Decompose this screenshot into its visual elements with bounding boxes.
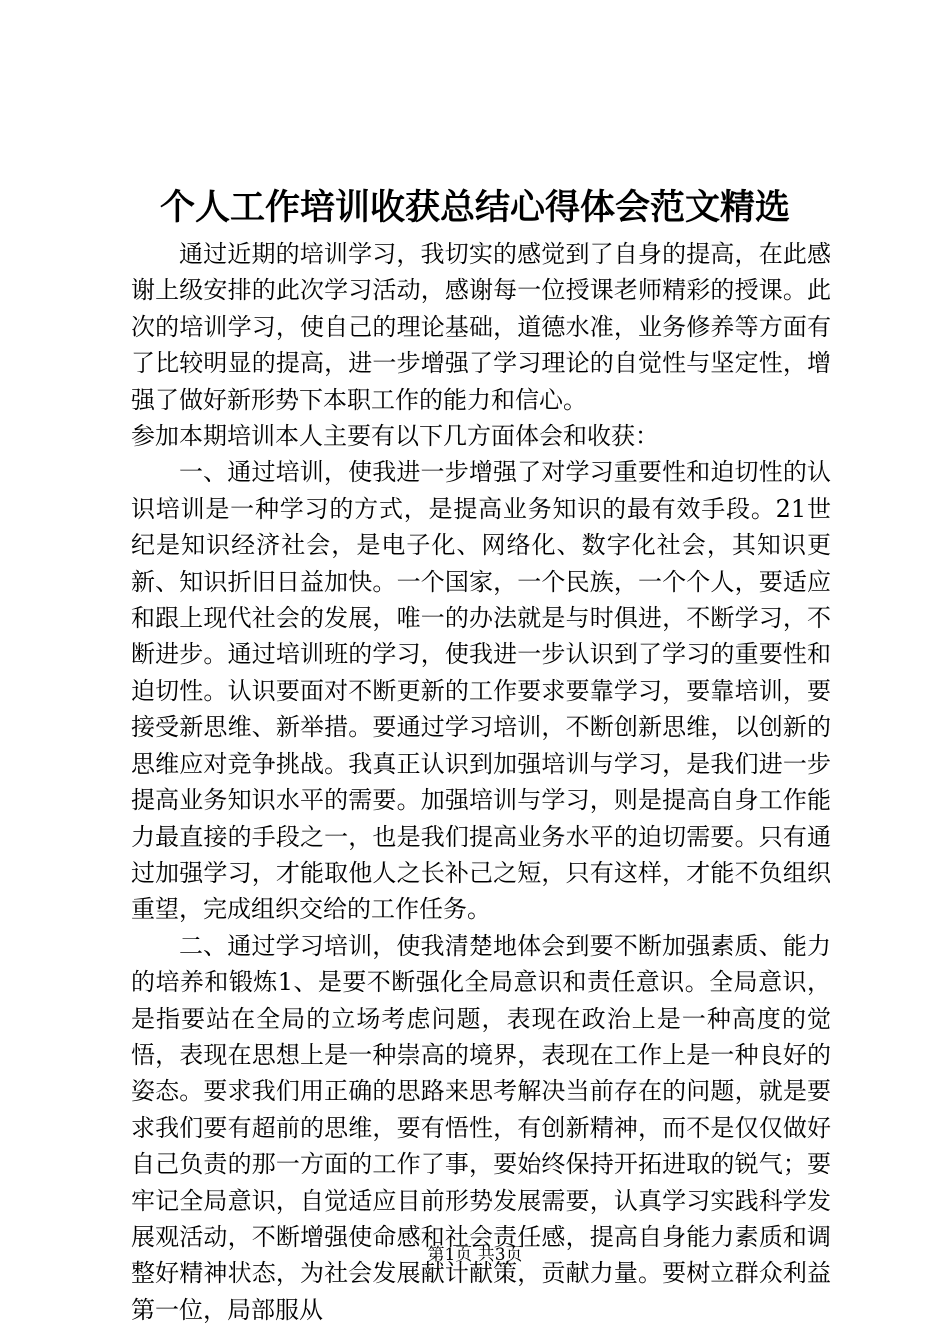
paragraph-section-one: 一、通过培训，使我进一步增强了对学习重要性和迫切性的认识培训是一种学习的方式，是提高业务知识的最有效手段。21世纪是知识经济社会，是电子化、网络化、数字化社会，其知识更新、知识折旧日益加快。一个国家，一个民族，一个个人，要适应和跟上现代社会的发展，唯一的办法就是与时俱进，不断学习，不断进步。通过培训班的学习，使我进一步认识到了学习的重要性和迫切性。认识要面对不断更新的工作要求要靠学习，要靠培训，要接受新思维、新举措。要通过学习培训，不断创新思维，以创新的思维应对竞争挑战。我真正认识到加强培训与学习，是我们进一步提高业务知识水平的需要。加强培训与学习，则是提高自身工作能力最直接的手段之一，也是我们提高业务水平的迫切需要。只有通过加强学习，才能取他人之长补己之短，只有这样，才能不负组织重望，完成组织交给的工作任务。 bbox=[131, 458, 831, 924]
document-title: 个人工作培训收获总结心得体会范文精选 bbox=[159, 187, 790, 228]
paragraph-summary-lead: 参加本期培训本人主要有以下几方面体会和收获： bbox=[131, 422, 659, 451]
paragraph-section-two: 二、通过学习培训，使我清楚地体会到要不断加强素质、能力的培养和锻炼1、是要不断强化全局意识和责任意识。全局意识，是指要站在全局的立场考虑问题，表现在政治上是一种高度的觉悟，表现在思想上是一种崇高的境界，表现在工作上是一种良好的姿态。要求我们用正确的思路来思考解决当前存在的问题，就是要求我们要有超前的思维，要有悟性，有创新精神，而不是仅仅做好自己负责的那一方面的工作了事，要始终保持开拓进取的锐气；要牢记全局意识，自觉适应目前形势发展需要，认真学习实践科学发展观活动，不断增强使命感和社会责任感，提高自身能力素质和调整好精神状态，为社会发展献计献策，贡献力量。要树立群众利益第一位，局部服从 bbox=[131, 931, 831, 1324]
document-body bbox=[131, 236, 831, 1328]
paragraph-intro: 通过近期的培训学习，我切实的感觉到了自身的提高，在此感谢上级安排的此次学习活动，感谢每一位授课老师精彩的授课。此次的培训学习，使自己的理论基础，道德水准，业务修养等方面有了比较明显的提高，进一步增强了学习理论的自觉性与坚定性，增强了做好新形势下本职工作的能力和信心。 bbox=[131, 240, 831, 414]
page-footer: 第1页 共3页 bbox=[427, 1245, 523, 1265]
